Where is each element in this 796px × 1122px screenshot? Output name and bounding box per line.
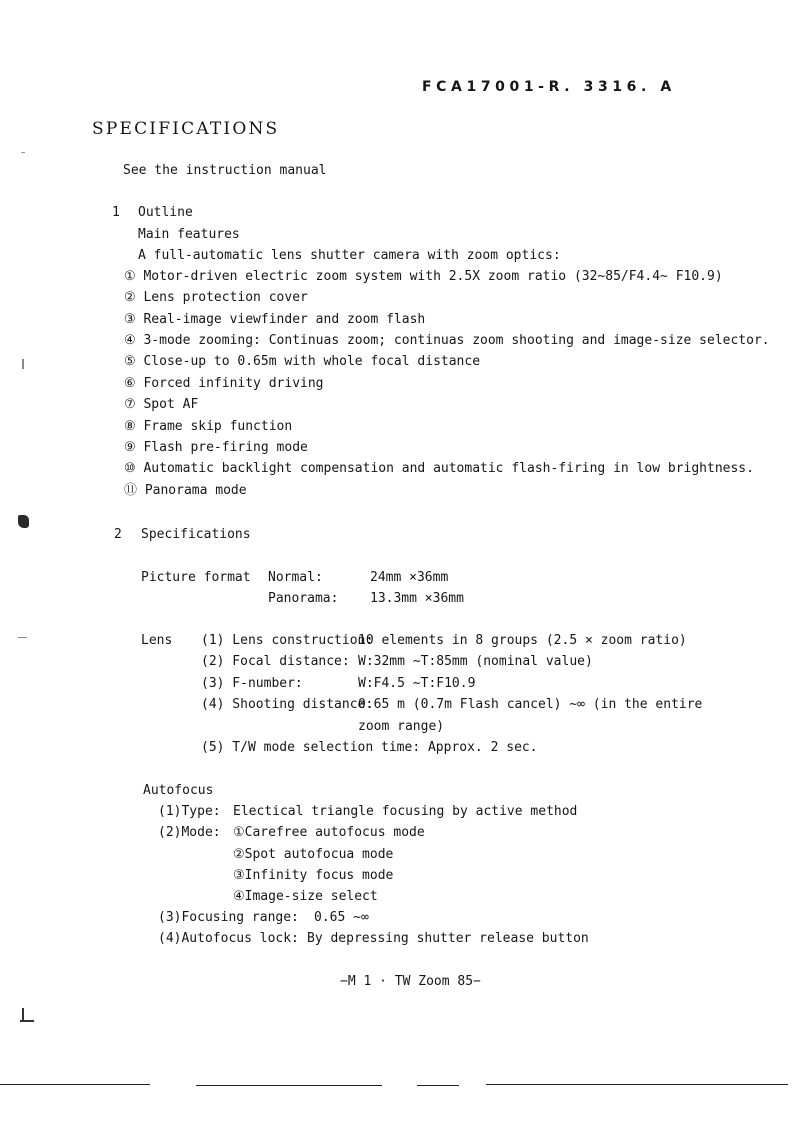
feature-item: ① Motor-driven electric zoom system with 2.5X zoom ratio (32~85/F4.4~ F10.9) xyxy=(124,269,723,284)
lens-spec-value: 0.65 m (0.7m Flash cancel) ~∞ (in the entire xyxy=(358,697,703,712)
feature-item: ⑥ Forced infinity driving xyxy=(124,376,324,391)
document-code: FCA17001-R. 3316. A xyxy=(422,79,676,95)
af-mode-item: ②Spot autofocua mode xyxy=(233,847,394,862)
lens-spec-key: (4) Shooting distance: xyxy=(201,697,374,712)
features-lead: A full-automatic lens shutter camera with zoom optics: xyxy=(138,248,561,263)
feature-item: ② Lens protection cover xyxy=(124,290,308,305)
af-range-key: (3)Focusing range: xyxy=(158,910,299,925)
af-lock-key: (4)Autofocus lock: xyxy=(158,931,299,946)
feature-item: ④ 3-mode zooming: Continuas zoom; continuas zoom shooting and image-size selector. xyxy=(124,333,770,348)
page-footer: −M 1 · TW Zoom 85− xyxy=(340,974,481,989)
af-mode-item: ①Carefree autofocus mode xyxy=(233,825,425,840)
scan-rule xyxy=(196,1085,382,1086)
af-range-value: 0.65 ~∞ xyxy=(314,910,369,925)
main-features-heading: Main features xyxy=(138,227,240,242)
feature-item: ⑧ Frame skip function xyxy=(124,419,293,434)
scan-speck xyxy=(20,1020,34,1022)
lens-spec-key: (2) Focal distance: xyxy=(201,654,350,669)
af-mode-item: ③Infinity focus mode xyxy=(233,868,394,883)
scan-speck xyxy=(18,637,27,638)
lens-spec-key: (3) F-number: xyxy=(201,676,303,691)
section-heading-outline: Outline xyxy=(138,205,193,220)
section-heading-specs: Specifications xyxy=(141,527,251,542)
scan-speck xyxy=(18,515,29,528)
feature-item: ⑤ Close-up to 0.65m with whole focal distance xyxy=(124,354,481,369)
intro-text: See the instruction manual xyxy=(123,163,327,178)
lens-spec-key: (5) T/W mode selection time: Approx. 2 sec. xyxy=(201,740,538,755)
picture-format-key: Normal: xyxy=(268,570,323,585)
scan-speck xyxy=(22,1008,24,1020)
feature-item: ⑨ Flash pre-firing mode xyxy=(124,440,308,455)
picture-format-value: 13.3mm ×36mm xyxy=(370,591,464,606)
section-number-outline: 1 xyxy=(112,205,120,220)
section-number-specs: 2 xyxy=(114,527,122,542)
scan-rule xyxy=(486,1084,788,1085)
scan-rule xyxy=(417,1085,459,1086)
af-type-value: Electical triangle focusing by active method xyxy=(233,804,578,819)
lens-label: Lens xyxy=(141,633,173,648)
lens-spec-value: W:F4.5 ~T:F10.9 xyxy=(358,676,476,691)
autofocus-label: Autofocus xyxy=(143,783,214,798)
picture-format-key: Panorama: xyxy=(268,591,339,606)
af-mode-key: (2)Mode: xyxy=(158,825,221,840)
af-mode-item: ④Image-size select xyxy=(233,889,378,904)
picture-format-label: Picture format xyxy=(141,570,251,585)
lens-spec-value-continued: zoom range) xyxy=(358,719,445,734)
feature-item: ⑦ Spot AF xyxy=(124,397,199,412)
feature-item: ③ Real-image viewfinder and zoom flash xyxy=(124,312,426,327)
lens-spec-key: (1) Lens construction: xyxy=(201,633,374,648)
scan-speck xyxy=(21,152,25,153)
scan-speck xyxy=(22,359,24,369)
scan-rule xyxy=(0,1084,150,1085)
picture-format-value: 24mm ×36mm xyxy=(370,570,449,585)
feature-item: ⑪ Panorama mode xyxy=(124,483,247,498)
af-lock-value: By depressing shutter release button xyxy=(307,931,589,946)
lens-spec-value: 10 elements in 8 groups (2.5 × zoom ratio) xyxy=(358,633,687,648)
page-title: SPECIFICATIONS xyxy=(92,119,280,139)
feature-item: ⑩ Automatic backlight compensation and automatic flash-firing in low brightness. xyxy=(124,461,754,476)
af-type-key: (1)Type: xyxy=(158,804,221,819)
lens-spec-value: W:32mm ~T:85mm (nominal value) xyxy=(358,654,593,669)
